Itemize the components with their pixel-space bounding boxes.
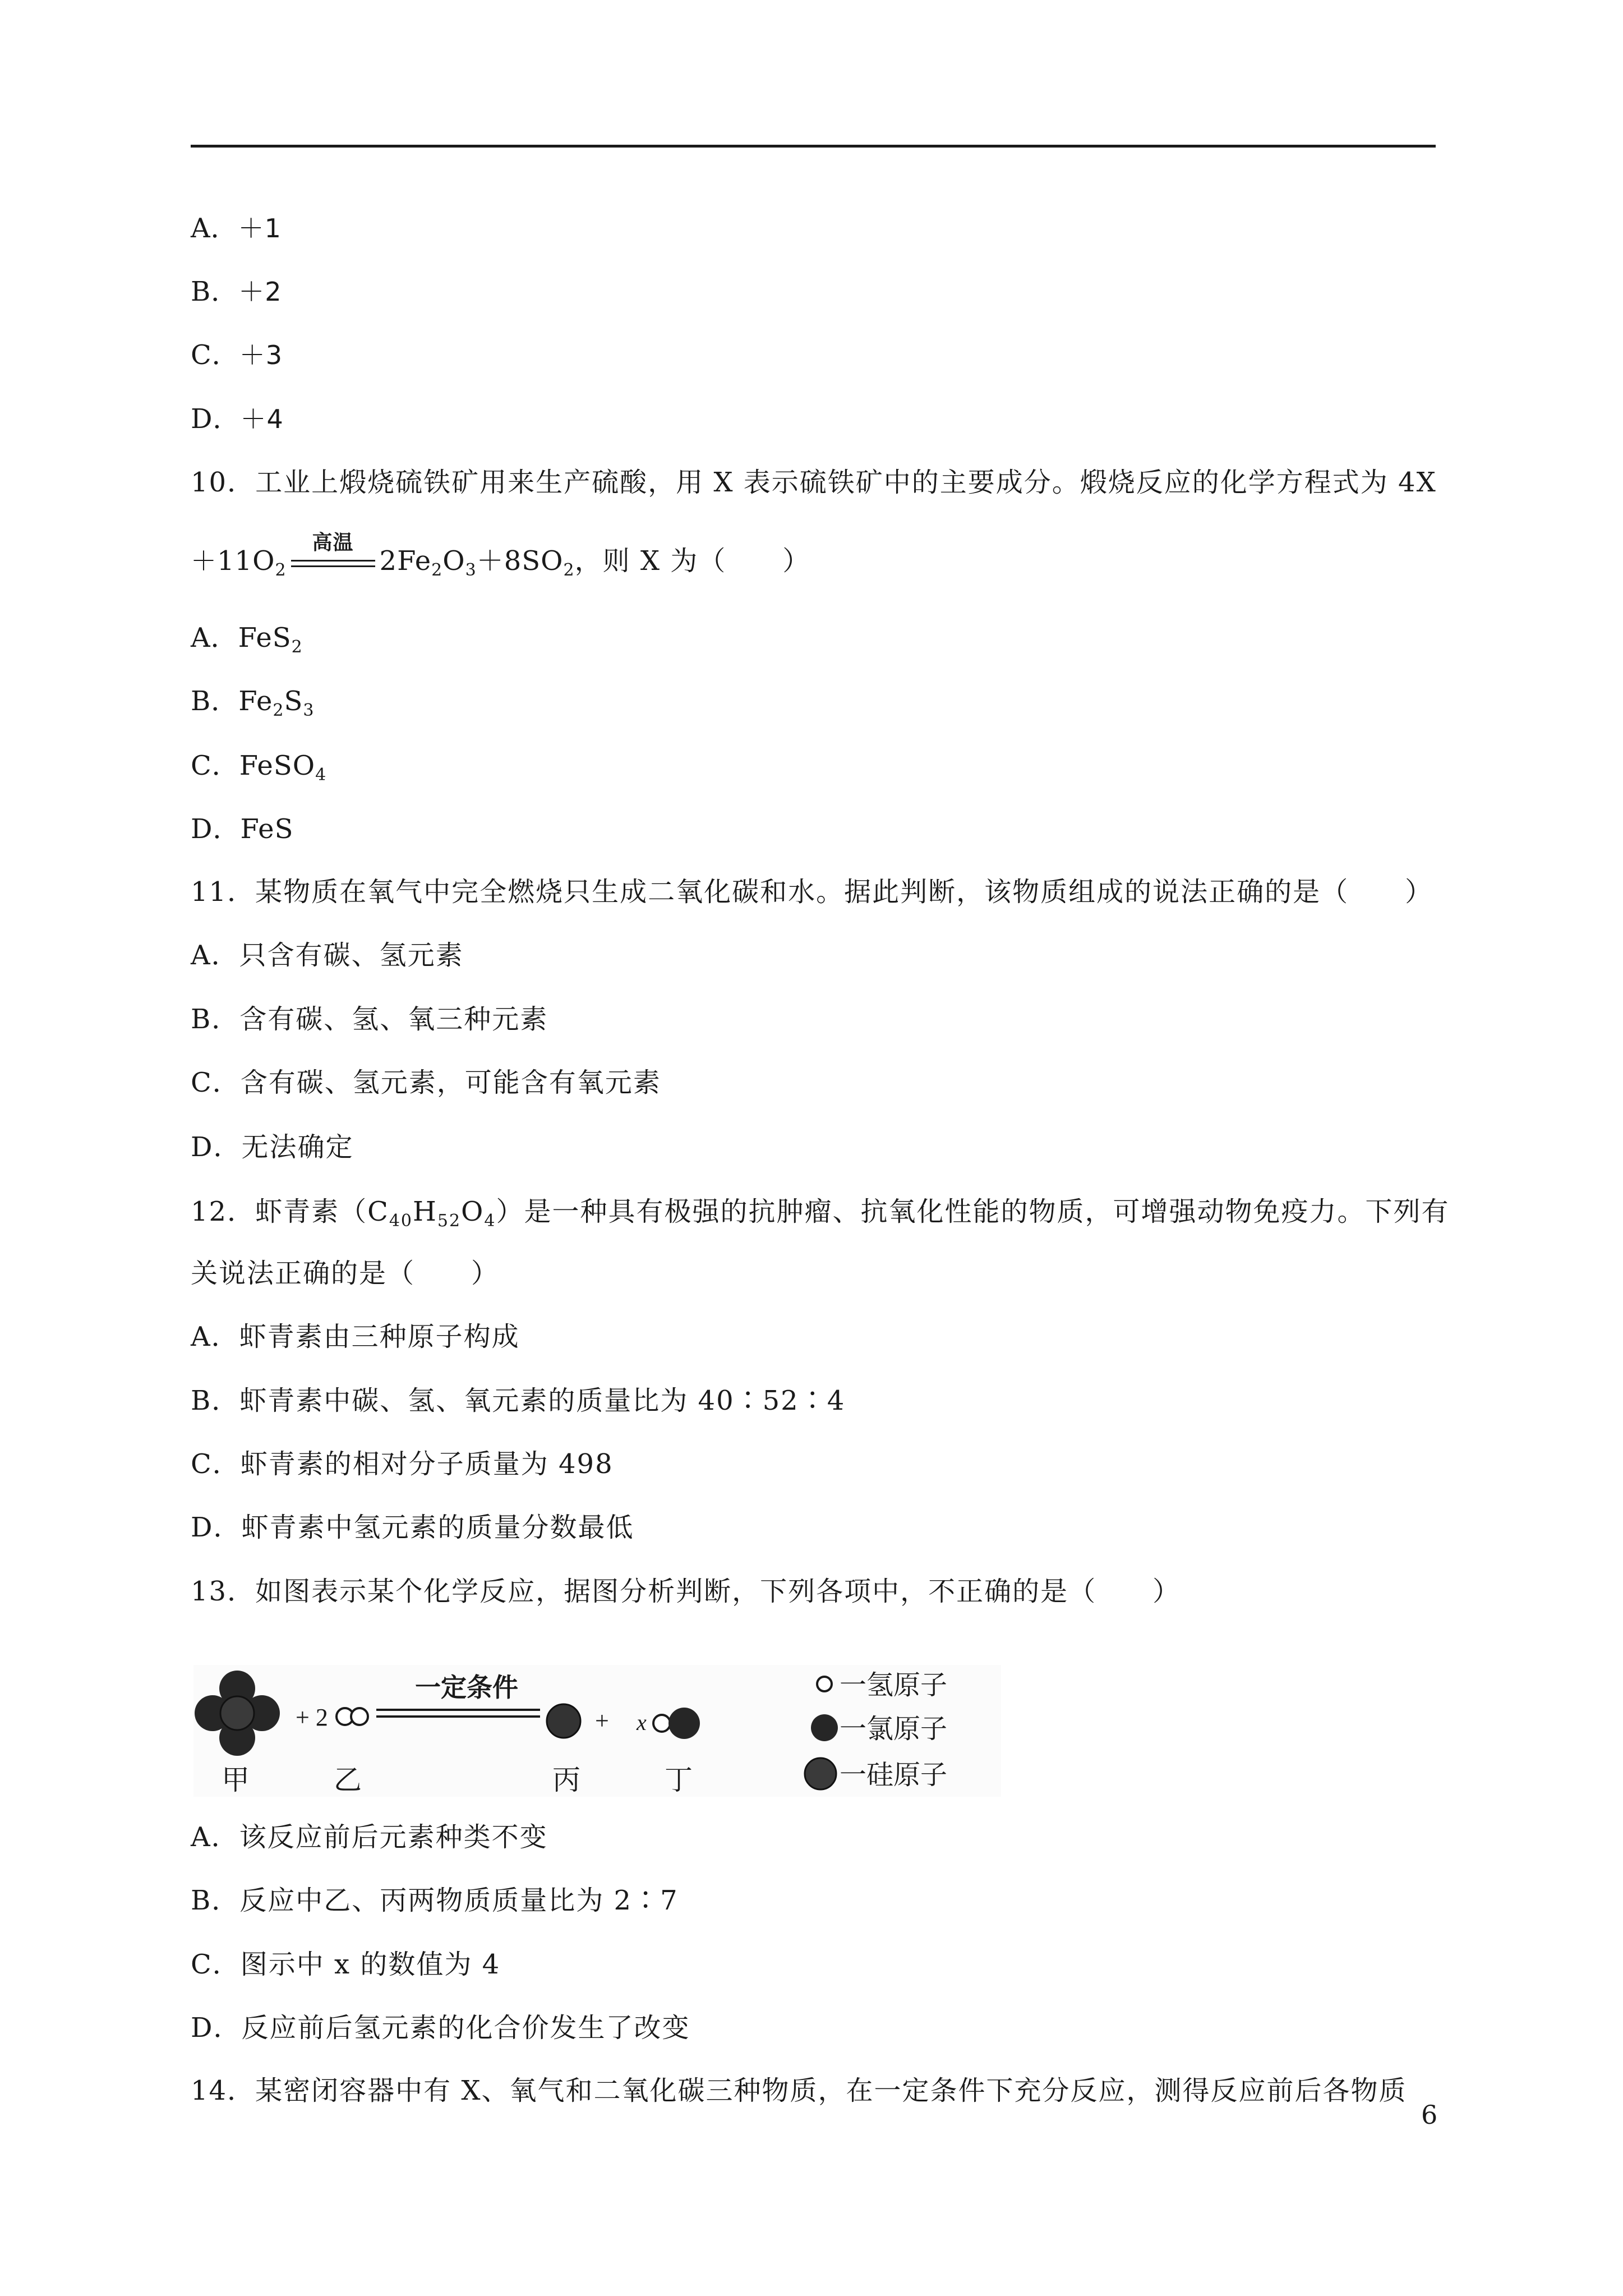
q11-option-c: C．含有碳、氢元素，可能含有氧元素: [191, 1067, 661, 1098]
q13-stem: 13．如图表示某个化学反应，据图分析判断，下列各项中，不正确的是（ ）: [191, 1576, 1181, 1607]
molecule-yi: [336, 1708, 368, 1725]
label-bing: 丙: [552, 1764, 580, 1796]
q9-option-c: C．＋3: [191, 339, 283, 371]
reaction-condition: 一定条件: [415, 1673, 518, 1702]
q9-option-a: A．＋1: [191, 213, 282, 244]
q12-option-a: A．虾青素由三种原子构成: [191, 1321, 520, 1352]
q9-option-d: D．＋4: [191, 403, 284, 435]
label-jia: 甲: [222, 1764, 250, 1796]
q11-option-d: D．无法确定: [191, 1131, 354, 1163]
q12-stem-line2: 关说法正确的是（ ）: [191, 1258, 500, 1289]
plus-sign: +: [595, 1707, 609, 1734]
q12-option-d: D．虾青素中氢元素的质量分数最低: [191, 1512, 634, 1543]
legend-chlorine: 一氯原子: [840, 1714, 948, 1744]
q11-option-b: B．含有碳、氢、氧三种元素: [191, 1004, 548, 1035]
q11-option-a: A．只含有碳、氢元素: [191, 940, 464, 971]
q9-option-b: B．＋2: [191, 276, 282, 307]
chlorine-atom-icon: [811, 1714, 838, 1741]
q13-reaction-figure: [193, 1665, 1001, 1797]
page-number: 6: [1421, 2100, 1438, 2130]
reaction-arrow: 高温: [291, 552, 375, 574]
q13-option-c: C．图示中 x 的数值为 4: [191, 1949, 501, 1980]
molecule-ding: [653, 1708, 700, 1739]
q10-equation: $+11O_2$ 高温 $2Fe_2O_3+8SO_2$，则 X 为（ ）: [191, 531, 811, 580]
q13-option-b: B．反应中乙、丙两物质质量比为 2∶7: [191, 1885, 679, 1916]
q10-stem: 10．工业上煅烧硫铁矿用来生产硫酸，用 X 表示硫铁矿中的主要成分。煅烧反应的化学方程式为 4X: [191, 467, 1437, 498]
coef-two: + 2: [296, 1704, 328, 1731]
q12-option-c: C．虾青素的相对分子质量为 498: [191, 1448, 614, 1480]
hydrogen-atom-icon: [817, 1677, 832, 1691]
molecule-bing: [547, 1704, 580, 1738]
label-ding: 丁: [665, 1764, 693, 1796]
q12-stem: 12．虾青素$(C_{40}H_{52}O_4)$是一种具有极强的抗肿瘤、抗氧化性能的物质，可增强动物免疫力。下列有: [191, 1196, 1450, 1231]
q12-option-b: B．虾青素中碳、氢、氧元素的质量比为 40∶52∶4: [191, 1385, 846, 1416]
q10-option-b: B．$Fe_2S_3$: [191, 685, 315, 720]
label-yi: 乙: [334, 1764, 362, 1796]
q13-option-d: D．反应前后氢元素的化合价发生了改变: [191, 2012, 690, 2044]
q10-option-d: D．FeS: [191, 813, 294, 845]
legend: [805, 1671, 947, 1790]
molecule-jia: [195, 1671, 280, 1756]
legend-silicon: 一硅原子: [840, 1760, 948, 1790]
coef-x: x: [637, 1710, 647, 1735]
q11-stem: 11．某物质在氧气中完全燃烧只生成二氧化碳和水。据此判断，该物质组成的说法正确的是（ ）: [191, 876, 1433, 908]
header-rule: [191, 145, 1436, 148]
silicon-atom-icon: [805, 1758, 836, 1789]
q10-option-a: A．FeS$_2$: [191, 622, 303, 657]
q14-stem: 14．某密闭容器中有 X、氧气和二氧化碳三种物质，在一定条件下充分反应，测得反应前后各物质: [191, 2075, 1407, 2106]
q13-option-a: A．该反应前后元素种类不变: [191, 1821, 548, 1853]
q10-option-c: C．FeSO$_4$: [191, 750, 327, 785]
legend-hydrogen: 一氢原子: [840, 1671, 948, 1700]
